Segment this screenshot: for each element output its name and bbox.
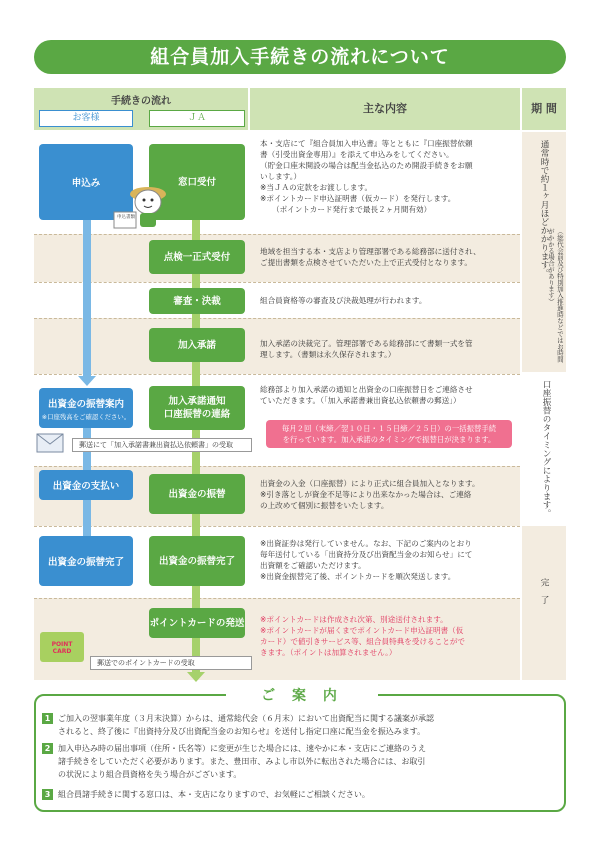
desc-line: いします。） <box>260 172 302 181</box>
step-apply-label: 申込み <box>71 178 101 189</box>
step-check <box>149 240 245 274</box>
step-reception-label: 窓口受付 <box>177 176 216 188</box>
desc-approval <box>260 338 516 360</box>
step-notice <box>39 388 133 428</box>
desc-line: 理します。（書類は永久保存されます。） <box>260 350 396 359</box>
desc-transfer <box>260 478 516 511</box>
step-check-label: 点検一正式受付 <box>163 251 231 263</box>
info-line: 組合員諸手続きに関する窓口は、本・支店になりますので、お気軽にご相談ください。 <box>58 790 370 799</box>
step-transfer-done <box>149 536 245 586</box>
desc-line: ていただきます。（「加入承諾書兼出資払込依頼書の郵送」） <box>260 396 461 405</box>
desc-line: 総務部より加入承諾の通知と出資金の口座振替日をご連絡させ <box>260 385 473 394</box>
step-payment <box>39 470 133 500</box>
step-notice-sub: ※口座残高をご確認ください。 <box>41 412 131 421</box>
step-complete-customer-label: 出資金の振替完了 <box>47 557 124 568</box>
row-divider <box>34 598 520 599</box>
step-review <box>149 288 245 314</box>
note-mail-card: 郵送でのポイントカードの受取 <box>90 656 252 670</box>
flow-table <box>34 88 566 680</box>
period-third: 完 了 <box>539 578 549 604</box>
desc-line: 本・支店にて『組合員加入申込書』等とともに『口座振替依頼 <box>260 139 473 148</box>
info-title: ご 案 内 <box>226 685 378 705</box>
desc-transfer-done <box>260 538 516 582</box>
desc-line: ※出資金振替完了後、ポイントカードを順次発送します。 <box>260 572 456 581</box>
desc-point-card <box>260 614 516 658</box>
step-review-label: 審査・決裁 <box>173 295 221 307</box>
desc-line: ※出資証券は発行していません。なお、下記のご案内のとおり <box>260 539 472 548</box>
header-flow <box>34 88 248 130</box>
period-cell-2 <box>522 374 566 526</box>
note-mail-notice: 郵送にて「加入承諾書兼出資払込依頼書」の受取 <box>72 438 252 452</box>
customer-flow-line <box>83 498 91 536</box>
info-number: 1 <box>42 713 53 724</box>
desc-line: の上改めて個別に振替をいたします。 <box>260 501 389 510</box>
info-line: の状況により組合員資格を失う場合がございます。 <box>58 770 242 779</box>
header-customer: お客様 <box>39 110 133 127</box>
row-divider <box>34 318 520 319</box>
desc-line: ※ポイントカードは作成され次第、別途送付されます。 <box>260 615 448 624</box>
step-payment-label: 出資金の支払い <box>52 481 120 492</box>
info-item-3 <box>44 788 558 801</box>
step-transfer <box>149 474 245 514</box>
desc-reception <box>260 138 516 215</box>
notify-pink-note <box>266 420 512 448</box>
envelope-icon <box>36 430 66 456</box>
info-item-1 <box>44 712 558 738</box>
row-divider <box>34 374 520 375</box>
info-line: ご加入の翌事業年度（３月末決算）からは、通常総代会（６月末）において出資配当に関する議案が承認 <box>58 714 434 723</box>
header-main-content: 主な内容 <box>250 88 520 130</box>
desc-line: 地域を担当する本・支店より管理部署である総務部に送付され、 <box>260 247 481 256</box>
desc-line: 出資金の入金（口座振替）により正式に組合員加入となります。 <box>260 479 480 488</box>
desc-line: 毎年送付している「出資持分及び出資配当金のお知らせ」にて <box>260 550 473 559</box>
info-line: 諸手続きをしていただく必要があります。また、豊田市、みよし市以外に転出された場合には、お取引 <box>58 757 426 766</box>
info-number: 2 <box>42 743 53 754</box>
page-title: 組合員加入手続きの流れについて <box>34 40 566 74</box>
customer-arrow-head <box>78 376 96 386</box>
desc-review <box>260 295 516 306</box>
step-notice-label: 出資金の振替案内 <box>47 398 124 410</box>
row-divider <box>34 466 520 467</box>
desc-line: 出資額をご確認いただけます。 <box>260 561 366 570</box>
desc-line: を行っています。加入承諾のタイミングで振替日が決まります。 <box>282 435 496 444</box>
desc-line: 書（引受出資金専用）』を添えて申込みをしてください。 <box>260 150 454 159</box>
period-second: 口座振替のタイミングによります。 <box>541 380 551 518</box>
info-box <box>34 688 566 812</box>
row-divider <box>34 234 520 235</box>
desc-line: きます。（ポイントは加算されません。） <box>260 648 397 657</box>
ja-arrow-head <box>187 672 205 682</box>
desc-check <box>260 246 516 268</box>
step-point-card <box>149 608 245 638</box>
desc-notify <box>260 384 516 406</box>
info-line: されると、終了後に『出資持分及び出資配当金のお知らせ』を送付し指定口座に配当金を振込みます。 <box>58 727 426 736</box>
step-notify-label-1: 加入承諾通知 <box>168 396 226 407</box>
desc-line: ※ポイントカードが届くまでポイントカード申込証明書（仮 <box>260 626 464 635</box>
period-cell-3 <box>522 526 566 680</box>
header-period: 期 間 <box>522 88 566 130</box>
desc-line: ※当ＪＡの定款をお渡しします。 <box>260 183 373 192</box>
header-ja: ＪＡ <box>149 110 245 127</box>
row-divider <box>34 282 520 283</box>
desc-line: ※引き落としが資金不足等により出来なかった場合は、ご連絡 <box>260 490 472 499</box>
step-approval <box>149 328 245 362</box>
desc-line: （ポイントカード発行まで最長２ヶ月間有効） <box>272 205 432 214</box>
step-transfer-label: 出資金の振替 <box>168 488 226 500</box>
info-item-2 <box>44 742 558 781</box>
period-cell-1 <box>522 132 566 372</box>
header-flow-title: 手続きの流れ <box>111 96 171 107</box>
desc-line: 組合員資格等の審査及び決裁処理が行われます。 <box>260 296 427 305</box>
step-point-card-label: ポイントカードの発送 <box>149 617 245 629</box>
mascot-illustration <box>110 180 170 232</box>
desc-line: 毎月２回（末締／翌１０日・１５日締／２５日）の一括振替手続 <box>281 424 497 433</box>
desc-line: カード）で値引きサービス等、組合員特典を受けることがで <box>260 637 466 646</box>
desc-line: 加入承諾の決裁完了。管理部署である総務部にて書類一式を管 <box>260 339 473 348</box>
step-transfer-done-label: 出資金の振替完了 <box>158 555 235 567</box>
point-card-image <box>40 632 84 662</box>
desc-line: ※ポイントカード申込証明書（仮カード）を発行します。 <box>260 194 456 203</box>
period-first-note: （総代会前及び特別加入推進時などではお時間がかかる場合があります） <box>547 228 564 363</box>
mascot-sign: 申込書類 <box>117 215 135 220</box>
info-number: 3 <box>42 789 53 800</box>
desc-line: （貯金口座未開設の場合は配当金払込のため開設手続きをお願 <box>260 161 473 170</box>
point-card-label: POINT CARD <box>51 641 73 655</box>
info-line: 加入申込み時の届出事項（住所・氏名等）に変更が生じた場合には、速やかに本・支店にご連絡のうえ <box>58 744 426 753</box>
step-approval-label: 加入承諾 <box>177 339 216 351</box>
step-notify <box>149 386 245 430</box>
step-complete-customer <box>39 536 133 586</box>
row-divider <box>34 526 520 527</box>
period-first: 通常時で約１ヶ月ほどかかります。 <box>539 140 549 278</box>
step-notify-label-2: 口座振替の連絡 <box>163 409 231 420</box>
desc-line: ご提出書類を点検させていただいた上で正式受付となります。 <box>260 258 473 267</box>
